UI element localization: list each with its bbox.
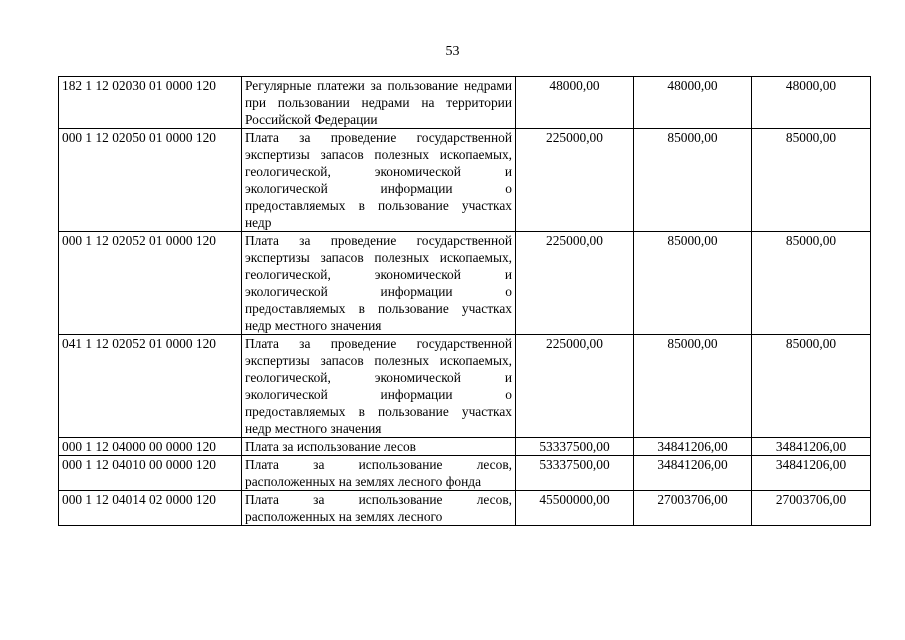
amount-year3-cell: 34841206,00: [752, 438, 871, 456]
amount-year1-cell: 225000,00: [516, 232, 634, 335]
income-name-cell: Плата за использование лесов, расположенных на землях лесного: [242, 491, 516, 526]
table-row: [59, 129, 871, 232]
income-name-cell: Регулярные платежи за пользование недрами при пользовании недрами на территории Российской Федерации: [242, 77, 516, 129]
amount-year2-cell: 85000,00: [634, 232, 752, 335]
amount-year1-cell: 45500000,00: [516, 491, 634, 526]
amount-year1-cell: 53337500,00: [516, 456, 634, 491]
income-code-cell: 000 1 12 04010 00 0000 120: [59, 456, 242, 491]
income-code-cell: 182 1 12 02030 01 0000 120: [59, 77, 242, 129]
amount-year1-cell: 225000,00: [516, 129, 634, 232]
table-row: [59, 438, 871, 456]
table-row: [59, 456, 871, 491]
amount-year2-cell: 85000,00: [634, 129, 752, 232]
table-row: [59, 335, 871, 438]
income-code-cell: 000 1 12 02052 01 0000 120: [59, 232, 242, 335]
amount-year2-cell: 27003706,00: [634, 491, 752, 526]
amount-year3-cell: 85000,00: [752, 129, 871, 232]
income-code-cell: 000 1 12 04014 02 0000 120: [59, 491, 242, 526]
income-name-cell: Плата за использование лесов: [242, 438, 516, 456]
page-number: 53: [445, 44, 460, 59]
income-name-cell: Плата за проведение государственной экспертизы запасов полезных ископаемых, геологической, экономической и экологической информации о предоставляемых в пользование участках недр: [242, 129, 516, 232]
income-code-cell: 041 1 12 02052 01 0000 120: [59, 335, 242, 438]
amount-year3-cell: 85000,00: [752, 232, 871, 335]
amount-year3-cell: 85000,00: [752, 335, 871, 438]
income-name-cell: Плата за использование лесов, расположенных на землях лесного фонда: [242, 456, 516, 491]
amount-year3-cell: 34841206,00: [752, 456, 871, 491]
table-row: [59, 491, 871, 526]
table-row: [59, 77, 871, 129]
budget-table: [58, 76, 871, 526]
amount-year2-cell: 85000,00: [634, 335, 752, 438]
income-name-cell: Плата за проведение государственной экспертизы запасов полезных ископаемых, геологической, экономической и экологической информации о предоставляемых в пользование участках недр местного значения: [242, 335, 516, 438]
amount-year1-cell: 225000,00: [516, 335, 634, 438]
amount-year2-cell: 34841206,00: [634, 456, 752, 491]
income-code-cell: 000 1 12 02050 01 0000 120: [59, 129, 242, 232]
amount-year2-cell: 34841206,00: [634, 438, 752, 456]
table-row: [59, 232, 871, 335]
amount-year1-cell: 53337500,00: [516, 438, 634, 456]
amount-year1-cell: 48000,00: [516, 77, 634, 129]
income-name-cell: Плата за проведение государственной экспертизы запасов полезных ископаемых, геологической, экономической и экологической информации о предоставляемых в пользование участках недр местного значения: [242, 232, 516, 335]
amount-year3-cell: 27003706,00: [752, 491, 871, 526]
amount-year2-cell: 48000,00: [634, 77, 752, 129]
income-code-cell: 000 1 12 04000 00 0000 120: [59, 438, 242, 456]
amount-year3-cell: 48000,00: [752, 77, 871, 129]
